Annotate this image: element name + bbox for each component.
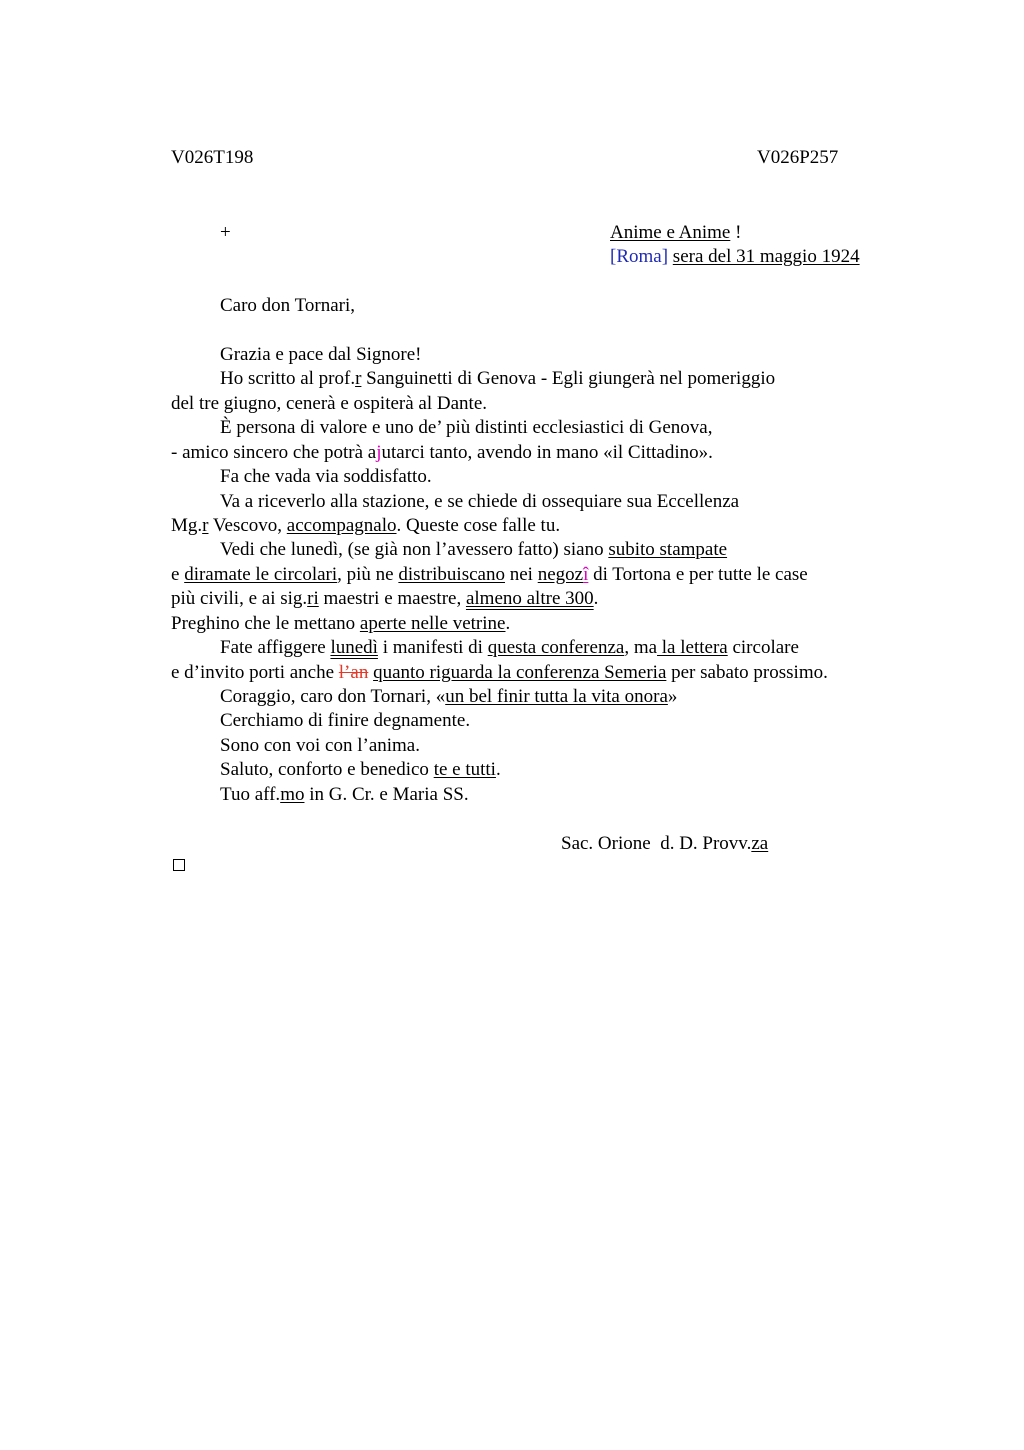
text-run: Mg. [171, 515, 203, 536]
underlined-phrase: negoz [537, 564, 584, 585]
body-line-5 [171, 441, 713, 465]
text-run: . [495, 759, 501, 780]
body-line-8 [171, 514, 560, 538]
body-line-1: Grazia e pace dal Signore! [220, 344, 422, 365]
text-run: Vedi che lunedì, (se già non l’avessero fatto) siano [220, 539, 609, 560]
corrected-letter: j [376, 442, 382, 463]
place-bracket-open: [ [610, 246, 617, 267]
underlined-phrase: diramate le circolari [184, 564, 338, 585]
body-line-15 [220, 685, 677, 709]
right-document-code: V026P257 [757, 147, 839, 168]
underlined-phrase: questa conferenza [487, 637, 625, 658]
text-run: nei [504, 564, 538, 585]
text-run: . Queste cose falle tu. [396, 515, 561, 536]
motto-line [610, 221, 741, 245]
text-run: circolare [727, 637, 799, 658]
text-run: in G. Cr. e Maria SS. [304, 784, 469, 805]
text-run: e [171, 564, 185, 585]
left-document-code: V026T198 [171, 147, 254, 168]
double-underlined-phrase: lunedì [330, 637, 378, 658]
body-line-3: del tre giugno, cenerà e ospiterà al Dante. [171, 393, 487, 414]
text-run: Fate affiggere [220, 637, 331, 658]
double-underlined-phrase: almeno altre 300 [465, 588, 594, 609]
place-date-line [610, 245, 860, 269]
text-run: - amico sincero che potrà a [171, 442, 377, 463]
underlined-phrase: quanto riguarda la conferenza Semeria [373, 662, 667, 683]
body-line-10 [171, 563, 808, 587]
motto-text: Anime e Anime [610, 222, 731, 243]
text-run: Tuo aff. [220, 784, 281, 805]
text-run: Saluto, conforto e benedico [220, 759, 434, 780]
body-line-13 [220, 636, 799, 660]
place-name: Roma [616, 246, 662, 267]
signature [561, 832, 768, 856]
underlined-phrase: subito stampate [608, 539, 728, 560]
body-line-18 [220, 758, 501, 782]
superscript-abbrev: ri [307, 588, 319, 609]
text-run: i manifesti di [377, 637, 488, 658]
body-line-19 [220, 783, 469, 807]
text-run: Coraggio, caro don Tornari, « [220, 686, 446, 707]
letter-date: sera del 31 maggio 1924 [672, 246, 860, 267]
underlined-phrase: distribuiscano [398, 564, 505, 585]
underlined-phrase: aperte nelle vetrine [359, 613, 506, 634]
cross-symbol: + [220, 222, 231, 243]
signature-abbrev: za [751, 833, 769, 854]
text-run: di Tortona e per tutte le case [588, 564, 808, 585]
text-run: e d’invito porti anche [171, 662, 339, 683]
body-line-17: Sono con voi con l’anima. [220, 735, 420, 756]
text-run: Ho scritto al prof. [220, 368, 356, 389]
salutation: Caro don Tornari, [220, 295, 355, 316]
underlined-phrase: te e tutti [433, 759, 496, 780]
signature-text: Sac. Orione d. D. Provv. [561, 833, 752, 854]
text-run: , più ne [337, 564, 399, 585]
text-run: Preghino che le mettano [171, 613, 360, 634]
body-line-12 [171, 612, 510, 636]
place-bracket-close: ] [661, 246, 669, 267]
text-run: . [505, 613, 511, 634]
superscript-abbrev: mo [280, 784, 305, 805]
text-run: maestri e maestre, [318, 588, 466, 609]
end-marker-box-icon [173, 859, 185, 871]
corrected-letter: î [583, 564, 589, 585]
text-run: , ma [624, 637, 658, 658]
body-line-16: Cerchiamo di finire degnamente. [220, 710, 471, 731]
deleted-text: l’an [338, 662, 369, 683]
motto-exclamation: ! [735, 222, 742, 243]
body-line-11 [171, 587, 598, 611]
text-run: Vescovo, [208, 515, 287, 536]
text-run: » [667, 686, 678, 707]
underlined-phrase: la lettera [657, 637, 728, 658]
body-line-6: Fa che vada via soddisfatto. [220, 466, 432, 487]
text-run: per sabato prossimo. [666, 662, 828, 683]
text-run: più civili, e ai sig. [171, 588, 308, 609]
body-line-4: È persona di valore e uno de’ più distinti ecclesiastici di Genova, [220, 417, 713, 438]
underlined-phrase: un bel finir tutta la vita onora [445, 686, 668, 707]
underlined-phrase: accompagnalo [286, 515, 397, 536]
body-line-2 [220, 367, 775, 391]
body-line-9 [220, 538, 727, 562]
text-run: utarci tanto, avendo in mano «il Cittadino». [381, 442, 713, 463]
body-line-14 [171, 661, 828, 685]
body-line-7: Va a riceverlo alla stazione, e se chiede di ossequiare sua Eccellenza [220, 491, 740, 512]
text-run: . [593, 588, 599, 609]
superscript-abbrev: r [355, 368, 362, 389]
text-run: Sanguinetti di Genova - Egli giungerà nel pomeriggio [361, 368, 776, 389]
superscript-abbrev: r [202, 515, 209, 536]
